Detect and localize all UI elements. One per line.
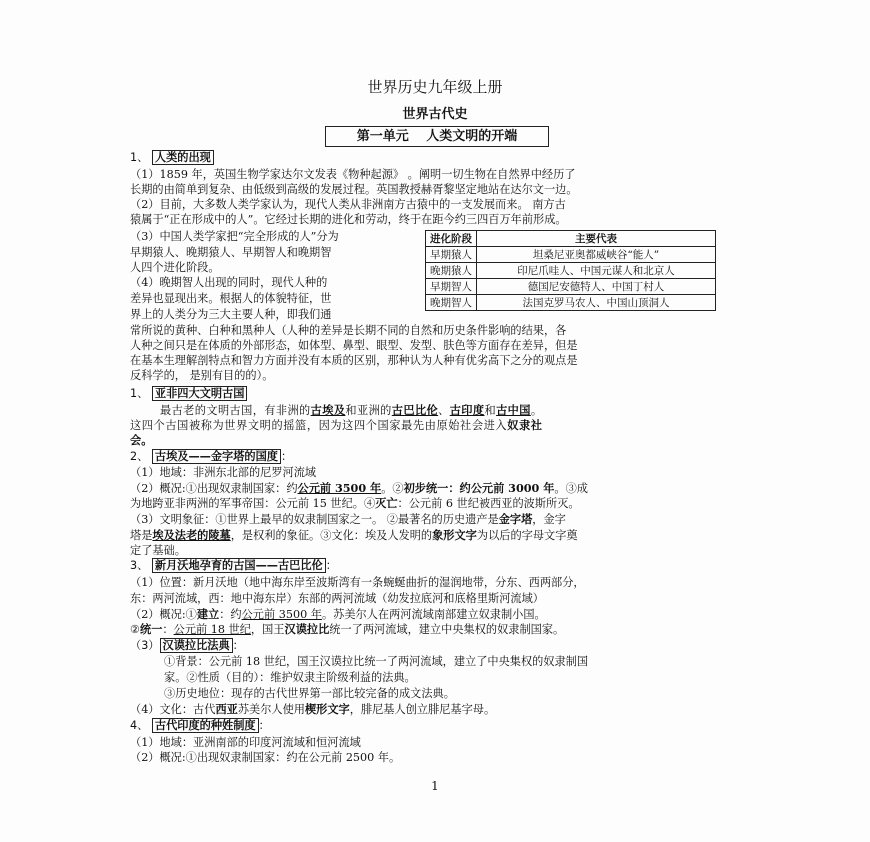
paragraph-line — [130, 496, 744, 511]
paragraph-line: 界上的人类分为三大主要人种，即我们通 — [130, 308, 332, 321]
paragraph-line: 家。②性质（目的）：维护奴隶主阶级利益的法典。 — [164, 671, 416, 684]
text-run: ： — [162, 623, 174, 636]
section-heading-4 — [130, 558, 744, 573]
text-run: ② — [130, 623, 141, 636]
table-cell: 早期智人 — [426, 279, 477, 295]
text-run: 苏美尔人使用 — [237, 703, 305, 716]
text-run: ，腓尼基人创立腓尼基字母。 — [349, 703, 496, 716]
table-row — [426, 279, 716, 295]
highlight-term: 公元前 3500 年 — [297, 481, 382, 495]
text-run: 最古老的文明古国，有非洲的 — [160, 404, 311, 417]
highlight-term: 埃及法老的陵墓 — [152, 528, 231, 542]
paragraph-line: （1）地域：非洲东北部的尼罗河流域 — [130, 466, 317, 479]
text-run: 15 — [309, 497, 331, 510]
paragraph-line: （4）晚期智人出现的同时，现代人种的 — [130, 276, 328, 289]
text-run: ： — [280, 450, 293, 463]
paragraph-line: （2）目前，大多数人类学家认为，现代人类从非洲南方古猿中的一支发展而来。 南方古 — [130, 198, 566, 211]
text-run: （2）概况:①出现奴隶制国家：约 — [130, 482, 298, 495]
text-run: ： — [325, 559, 337, 572]
text-run: 。苏美尔人在两河流域南部建立奴隶制小国。 — [321, 608, 546, 621]
section-title: 汉谟拉比法典 — [160, 638, 233, 653]
paragraph-line — [130, 607, 744, 622]
paragraph-line — [130, 512, 744, 527]
highlight-term: 楔形文字 — [304, 702, 350, 716]
paragraph-line: （3）中国人类学家把“完全形成的人”分为 — [130, 230, 339, 243]
highlight-term: 古中国 — [496, 404, 531, 417]
paragraph-line: 人种之间只是在体质的外部形态，如体型、鼻型、眼型、发型、肤色等方面存在差异，但是 — [130, 339, 578, 352]
highlight-term: 公元前 3500 年 — [241, 608, 322, 621]
text-run: 塔是 — [130, 529, 153, 542]
section-title: 人类的出现 — [152, 150, 214, 165]
table-header: 主要代表 — [477, 231, 716, 247]
paragraph-line — [130, 638, 744, 653]
paragraph-line: 差异也显现出来。根据人的体貌特征，世 — [130, 292, 332, 305]
text-run: 和亚洲的 — [345, 404, 392, 417]
page-number: 1 — [431, 779, 439, 793]
paragraph-line: 东：两河流域，西：地中海东岸）东部的两河流域（幼发拉底河和底格里斯河流域） — [130, 592, 544, 605]
paragraph-line: ③历史地位：现存的古代世界第一部比较完备的成文法典。 — [164, 687, 455, 700]
text-run: （3）文明象征：①世界上最早的奴隶制国家之一。 ②最著名的历史遗产是 — [130, 513, 499, 526]
table-cell: 早期猿人 — [426, 247, 477, 263]
text-run: （2）概况:① — [130, 608, 197, 621]
paragraph-line: 人四个进化阶段。 — [130, 261, 220, 274]
highlight-term: 建立 — [196, 607, 220, 621]
paragraph-line: （1）地域：亚洲南部的印度河流域和恒河流域 — [130, 736, 361, 749]
paragraph-line — [130, 481, 744, 496]
text-run: 。③成 — [554, 482, 588, 495]
highlight-term: 灭亡 — [375, 496, 398, 510]
highlight-term: 初步统一：约公元前 3000 年 — [403, 481, 555, 495]
table-row — [426, 295, 716, 311]
text-run: ： — [258, 719, 270, 732]
section-number: 1、 — [130, 151, 149, 164]
table-header: 进化阶段 — [426, 231, 477, 247]
highlight-term: 古埃及 — [310, 404, 346, 417]
table-header-row — [426, 231, 716, 247]
text-run: （4）文化：古代 — [130, 703, 216, 716]
paragraph-line: 反科学的， 是别有目的的）。 — [130, 369, 274, 382]
unit-title: 第一单元 人类文明的开端 — [325, 126, 549, 147]
page-subtitle: 世界古代史 — [402, 107, 468, 122]
highlight-term: 汉谟拉比 — [284, 622, 330, 636]
paragraph-line: ①背景：公元前 18 世纪，国王汉谟拉比统一了两河流域，建立了中央集权的奴隶制国 — [164, 655, 589, 668]
paragraph-line — [130, 702, 744, 717]
paragraph-line: （1）位置：新月沃地（地中海东岸至波斯湾有一条蜿蜒曲折的湿润地带，分东、西两部分， — [130, 576, 585, 589]
evolution-table — [425, 230, 716, 311]
section-title: 古代印度的种姓制度 — [152, 718, 259, 733]
table-row — [426, 247, 716, 263]
text-run: ：公元前 6 世纪被西亚的波斯所灭。 — [397, 497, 580, 510]
text-run: ： — [232, 639, 244, 652]
text-run: 世纪。④ — [330, 497, 376, 510]
text-run: 和 — [484, 404, 497, 417]
section-heading-2 — [130, 386, 744, 401]
table-cell: 德国尼安德特人、中国丁村人 — [477, 279, 716, 295]
highlight-term: 古印度 — [449, 404, 485, 417]
text-run: （3） — [130, 639, 160, 652]
paragraph-line: （1）1859 年，英国生物学家达尔文发表《物种起源》 。阐明一切生物在自然界中经历了 — [130, 168, 576, 181]
text-run: 为以后的字母文字奠 — [476, 529, 578, 542]
paragraph-line — [130, 418, 744, 433]
paragraph-line: 会。 — [130, 434, 153, 447]
text-run: 为地跨亚非两洲的军事帝国：公元前 — [130, 497, 310, 510]
paragraph-line — [130, 528, 744, 543]
text-run: ，国王 — [250, 623, 285, 636]
text-run: 统一了两河流域，建立中央集权的奴隶制国家。 — [329, 623, 565, 636]
text-run: 、 — [438, 404, 450, 417]
paragraph-line: 长期的由简单到复杂、由低级到高级的发展过程。英国教授赫胥黎坚定地站在达尔文一边。 — [130, 183, 578, 196]
table-row — [426, 263, 716, 279]
table-cell: 晚期智人 — [426, 295, 477, 311]
section-number: 4、 — [130, 719, 149, 732]
text-run: ，金字 — [532, 513, 566, 526]
text-run: ：约 — [219, 608, 242, 621]
paragraph-line: 定了基础。 — [130, 544, 186, 557]
highlight-term: 公元前 18 世纪 — [173, 623, 251, 636]
section-title: 亚非四大文明古国 — [152, 386, 248, 401]
highlight-term: 象形文字 — [432, 528, 477, 542]
page-title: 世界历史九年级上册 — [367, 78, 503, 96]
text-run: 。 — [530, 404, 543, 417]
highlight-term: 金字塔 — [498, 512, 533, 526]
text-run: ，是权利的象征。③文化：埃及人发明的 — [230, 529, 433, 542]
section-title: 新月沃地孕育的古国——古巴比伦 — [152, 558, 326, 573]
section-title: 古埃及——金字塔的国度 — [152, 449, 281, 464]
table-cell: 法国克罗马农人、中国山顶洞人 — [477, 295, 716, 311]
section-number: 1、 — [130, 387, 149, 400]
table-cell: 坦桑尼亚奥都威峡谷“能人” — [477, 247, 716, 263]
section-heading-1 — [130, 150, 744, 165]
section-heading-5 — [130, 718, 744, 733]
highlight-term: 统一 — [140, 622, 163, 636]
paragraph-line: 猿属于“正在形成中的人”。它经过长期的进化和劳动，终于在距今约三四百万年前形成。 — [130, 213, 567, 226]
paragraph-line: 在基本生理解剖特点和智力方面并没有本质的区别，那种认为人种有优劣高下之分的观点是 — [130, 354, 578, 367]
paragraph-line: 常所说的黄种、白种和黑种人（人种的差异是长期不同的自然和历史条件影响的结果，各 — [130, 324, 567, 337]
paragraph-line: 早期猿人、晚期猿人、早期智人和晚期智 — [130, 246, 332, 259]
paragraph-line — [160, 403, 744, 418]
text-run: 。② — [381, 482, 404, 495]
table-cell: 晚期猿人 — [426, 263, 477, 279]
table-cell: 印尼爪哇人、中国元谋人和北京人 — [477, 263, 716, 279]
paragraph-line — [130, 622, 744, 637]
section-heading-3 — [130, 449, 744, 464]
highlight-term: 古巴比伦 — [391, 404, 439, 417]
section-number: 3、 — [130, 559, 149, 572]
section-number: 2、 — [130, 450, 149, 463]
highlight-term: 奴隶社 — [507, 419, 543, 432]
highlight-term: 西亚 — [215, 702, 238, 716]
paragraph-line: （2）概况:①出现奴隶制国家：约在公元前 2500 年。 — [130, 751, 401, 764]
text-run: 这四个古国被称为世界文明的摇篮，因为这四个国家最先由原始社会进入 — [130, 419, 508, 432]
